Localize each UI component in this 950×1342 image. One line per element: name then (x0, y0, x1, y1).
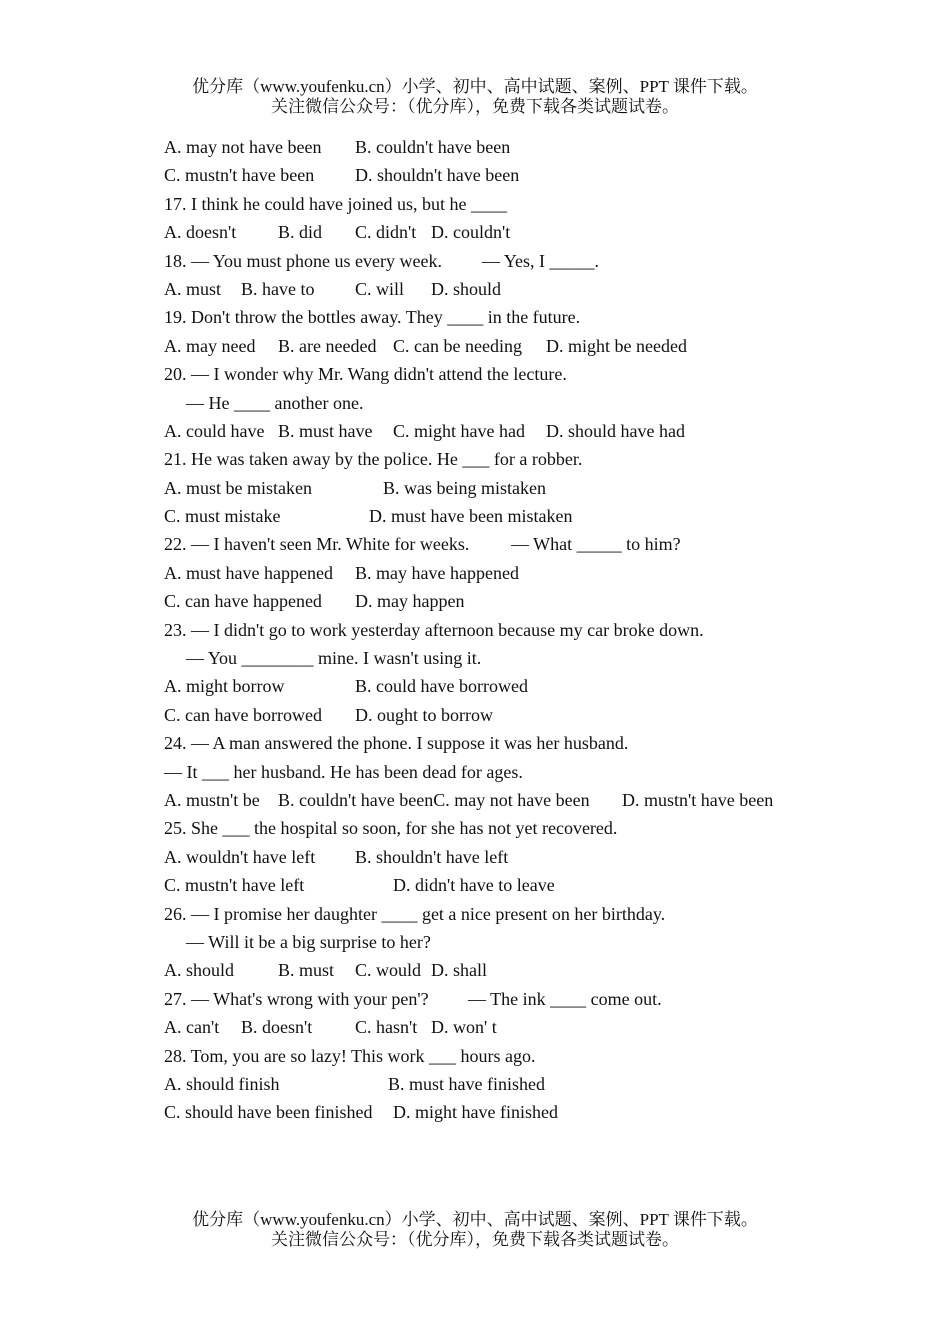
option-a: A. may not have been (164, 137, 322, 157)
option-d: D. won' t (431, 1017, 497, 1038)
option-a: A. must be mistaken (164, 477, 312, 498)
option-d: D. didn't have to leave (393, 875, 555, 896)
footer-line-2: 关注微信公众号：（优分库），免费下载各类试题试卷。 (271, 1230, 679, 1249)
option-d: D. mustn't have been (622, 789, 774, 810)
options-row (164, 871, 884, 899)
option-c: C. will (355, 278, 405, 299)
option-a: A. must have happened (164, 562, 333, 583)
question-list (164, 133, 884, 1127)
option-d: D. ought to borrow (355, 704, 493, 725)
option-c: C. mustn't have left (164, 875, 305, 896)
question-text: 19. Don't throw the bottles away. They ____ in the future. (164, 307, 581, 328)
question-20-response (164, 389, 884, 417)
option-c: C. might have had (393, 420, 525, 441)
footer-line-1: 优分库（www.youfenku.cn）小学、初中、高中试题、案例、PPT 课件下载。 (192, 1210, 758, 1229)
option-d: D. should (431, 278, 502, 299)
question-20 (164, 360, 884, 388)
question-text: 27. — What's wrong with your pen'? (164, 988, 429, 1009)
question-24-response (164, 758, 884, 786)
options-row (164, 218, 884, 246)
question-text: 22. — I haven't seen Mr. White for weeks. (164, 534, 470, 555)
question-19 (164, 303, 884, 331)
question-text: 23. — I didn't go to work yesterday afternoon because my car broke down. (164, 619, 704, 640)
option-a: A. mustn't be (164, 789, 260, 810)
option-c: C. can have borrowed (164, 704, 322, 725)
response-text: — What _____ to him? (511, 534, 681, 555)
options-row (164, 559, 884, 587)
response-text: — Will it be a big surprise to her? (186, 931, 431, 952)
option-c: C. would (355, 960, 422, 981)
option-c: C. can have happened (164, 591, 322, 612)
question-22 (164, 530, 884, 558)
option-b: B. must have (278, 420, 373, 441)
question-text: 21. He was taken away by the police. He ___ for a robber. (164, 449, 583, 470)
option-a: A. could have (164, 420, 265, 441)
options-row (164, 417, 884, 445)
question-text: 17. I think he could have joined us, but he ____ (164, 193, 507, 214)
response-text: — You ________ mine. I wasn't using it. (186, 648, 482, 669)
option-d: D. shall (431, 960, 487, 981)
option-d: D. might have finished (393, 1102, 558, 1123)
options-row (164, 1098, 884, 1126)
option-b: B. shouldn't have left (355, 846, 509, 867)
question-28 (164, 1042, 884, 1070)
options-row (164, 1070, 884, 1098)
options-row (164, 502, 884, 530)
question-23 (164, 616, 884, 644)
option-d: D. couldn't (431, 222, 511, 243)
option-a: A. wouldn't have left (164, 846, 316, 867)
options-row (164, 701, 884, 729)
response-text: — Yes, I _____. (482, 250, 600, 271)
question-21 (164, 445, 884, 473)
question-26 (164, 900, 884, 928)
options-row (164, 161, 884, 189)
option-d: D. may happen (355, 591, 465, 612)
option-c: C. must mistake (164, 506, 281, 527)
option-b: B. could have borrowed (355, 676, 528, 697)
question-text: 18. — You must phone us every week. (164, 250, 442, 271)
option-b: B. are needed (278, 335, 377, 356)
option-b: B. did (278, 222, 323, 243)
option-d: D. must have been mistaken (369, 506, 573, 527)
options-row (164, 1013, 884, 1041)
option-b: B. was being mistaken (383, 477, 546, 498)
option-c: C. should have been finished (164, 1102, 373, 1123)
option-d: D. shouldn't have been (355, 165, 520, 186)
options-row (164, 956, 884, 984)
header-line-1: 优分库（www.youfenku.cn）小学、初中、高中试题、案例、PPT 课件下载。 (192, 77, 758, 96)
option-a: A. can't (164, 1017, 220, 1038)
option-a: A. should finish (164, 1073, 280, 1094)
response-text: — He ____ another one. (186, 392, 364, 413)
options-row (164, 275, 884, 303)
question-text: 24. — A man answered the phone. I suppose it was her husband. (164, 733, 629, 754)
question-text: 20. — I wonder why Mr. Wang didn't attend the lecture. (164, 364, 567, 385)
option-b: B. couldn't have been (355, 137, 511, 157)
option-a: A. doesn't (164, 222, 237, 243)
option-a: A. must (164, 278, 222, 299)
option-a: A. might borrow (164, 676, 285, 697)
options-row (164, 786, 884, 814)
option-b: B. have to (241, 278, 315, 299)
question-25 (164, 814, 884, 842)
options-row (164, 587, 884, 615)
option-b: B. may have happened (355, 562, 519, 583)
option-c: C. hasn't (355, 1017, 418, 1038)
option-a: A. should (164, 960, 235, 981)
question-24 (164, 729, 884, 757)
option-c: C. mustn't have been (164, 165, 315, 186)
question-23-response (164, 644, 884, 672)
options-row (164, 474, 884, 502)
question-27 (164, 985, 884, 1013)
option-b: B. doesn't (241, 1017, 313, 1038)
option-d: D. might be needed (546, 335, 687, 356)
option-b-c: B. couldn't have beenC. may not have been (278, 789, 590, 810)
option-d: D. should have had (546, 420, 685, 441)
options-row (164, 843, 884, 871)
question-text: 28. Tom, you are so lazy! This work ___ hours ago. (164, 1045, 536, 1066)
options-row (164, 332, 884, 360)
question-text: 25. She ___ the hospital so soon, for she has not yet recovered. (164, 818, 618, 839)
options-row (164, 133, 884, 161)
question-18 (164, 247, 884, 275)
page-header-banner (0, 77, 950, 117)
response-text: — The ink ____ come out. (468, 988, 662, 1009)
option-c: C. didn't (355, 222, 417, 243)
option-b: B. must (278, 960, 335, 981)
page-footer-banner (0, 1210, 950, 1250)
option-a: A. may need (164, 335, 256, 356)
options-row (164, 672, 884, 700)
option-b: B. must have finished (388, 1073, 545, 1094)
header-line-2: 关注微信公众号：（优分库），免费下载各类试题试卷。 (271, 97, 679, 116)
response-text: — It ___ her husband. He has been dead for ages. (164, 761, 523, 782)
question-17 (164, 190, 884, 218)
question-text: 26. — I promise her daughter ____ get a nice present on her birthday. (164, 903, 666, 924)
question-26-response (164, 928, 884, 956)
option-c: C. can be needing (393, 335, 522, 356)
